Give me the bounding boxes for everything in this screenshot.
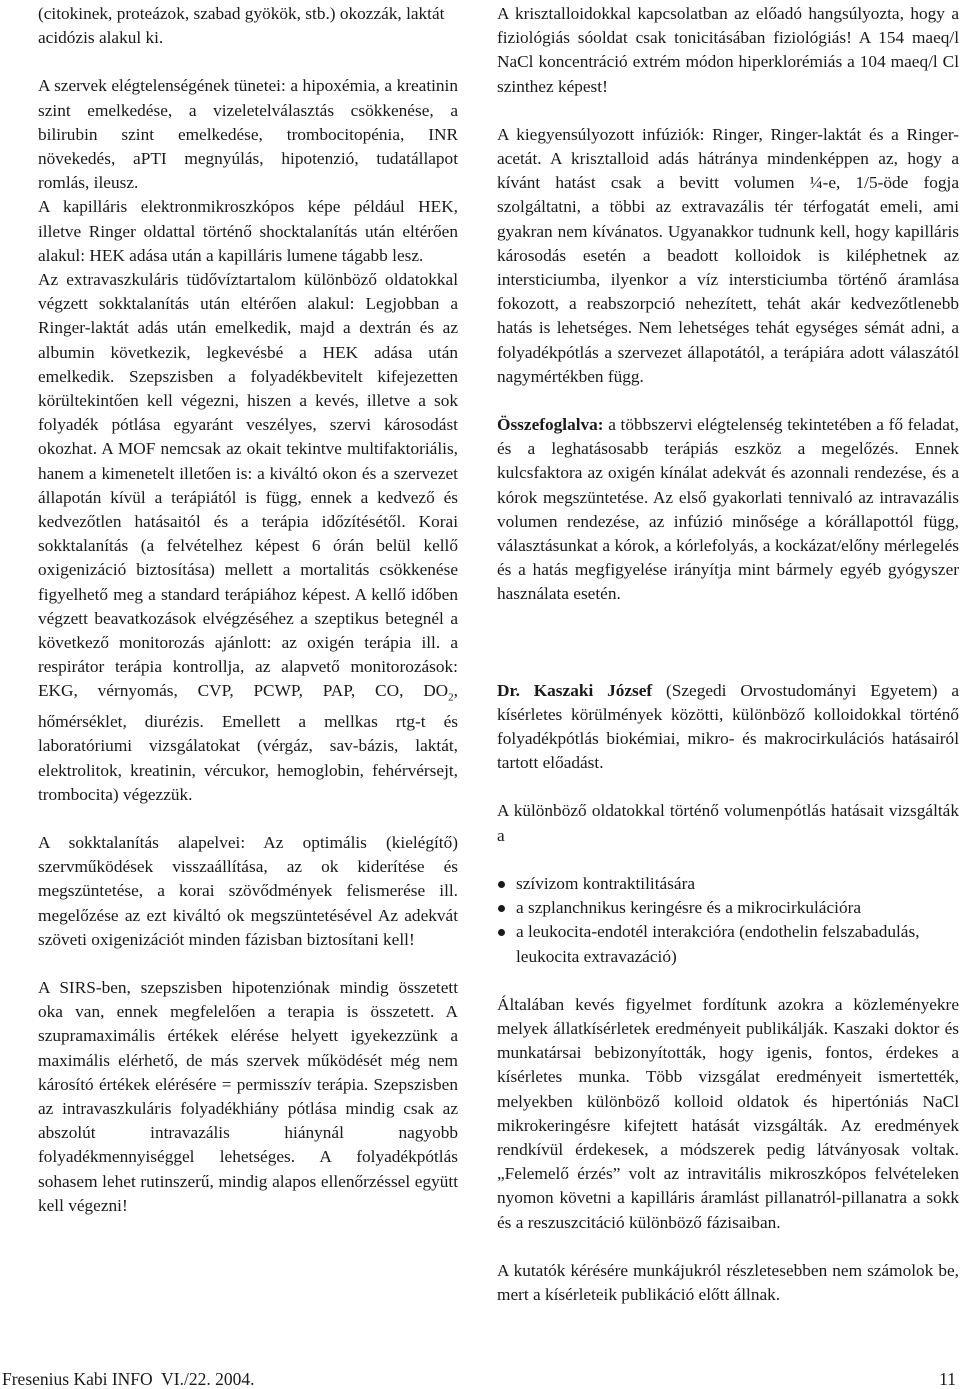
paragraph: A különböző oldatokkal történő volumenpótlás hatásait vizsgálták a	[497, 801, 959, 845]
paragraph: A krisztalloidokkal kapcsolatban az előadó hangsúlyozta, hogy a fiziológiás sóoldat csak tonicitásában fiziológiás! A 154 maeq/l NaCl koncentráció extrém módon hiperklorémiás a 104 maeq/l Cl szinthez képest!	[497, 4, 959, 96]
speaker-name: Dr. Kaszaki József	[497, 680, 653, 700]
paragraph: A kiegyensúlyozott infúziók: Ringer, Ringer-laktát és a Ringer-acetát. A krisztalloid adás hátránya mindenképpen az, hogy a kívánt hatást csak a bevitt volumen ¼-e, 1/5-öde fogja szolgáltatni, a többi az extravazális tér térfogatát emeli, ami gyakran nem kívánatos. Ugyanakkor tudnunk kell, hogy kapilláris károsodás esetén a beadott kolloidok is kiléphetnek az intersticiumba, ilyenkor a víz intersticiumba történő áramlása fokozott, a reabszorpció nehezített, tehát akár kedvezőtlenebb hatás is lehetséges. Nem lehetséges tehát egységes sémát adni, a folyadékpótlás a szervezet állapotától, a terápiára adott válaszától nagymértékben függ.	[497, 124, 959, 386]
paragraph: A SIRS-ben, szepszisben hipotenziónak mindig összetett oka van, ennek megfelelően a terapia is összetett. A szupramaximális értékek elérése helyett igyekezzünk a maximális elérhető, de más szervek működését még nem károsító értékek elérésére = permisszív terápia. Szepszisben az intravaszkuláris folyadékhiány pótlása mindig csak az abszolút intravazális hiánynál nagyobb folyadékmennyiséggel lehetséges. A folyadékpótlás sohasem lehet rutinszerű, mindig alapos ellenőrzéssel együtt kell végezni!	[38, 977, 458, 1215]
paragraph: A sokktalanítás alapelvei: Az optimális (kielégítő) szervműködések visszaállítása, az ok kiderítése és megszüntetése, a korai szövődmények felismerése ill. megelőzése az ezt kiváltó ok megszüntetésével Az adekvát szöveti oxigenizációt minden fázisban biztosítani kell!	[38, 832, 458, 949]
list-item	[497, 896, 959, 920]
journal-footer: Fresenius Kabi INFO VI./22. 2004.	[2, 1369, 255, 1389]
paragraph-text: Az extravaszkuláris tüdővíztartalom különböző oldatokkal végzett sokktalanítás után eltérően alakul: Legjobban a Ringer-laktát adás után emelkedik, majd a dextrán és az albumin következik, legkevésbé a HEK adása után emelkedik. Szepszisben a folyadékbevitelt kifejezetten körültekintően kell végezni, hiszen a kevés, illetve a sok folyadék pótlása egyaránt veszélyes, szervi károsodást okozhat. A MOF nemcsak az okait tekintve multifaktoriális, hanem a kimenetelt illetően is: a kiváltó okon és a szervezet állapotán kívül a terápiától is függ, ennek a kedvező és kedvezőtlen hatásaitól és a terápia időzítésétől. Korai sokktalanítás (a felvételhez képest 6 órán belül kellő oxigenizáció biztosítása) mellett a mortalitás csökkenése figyelhető meg a standard terápiához képest. A kellő időben végzett beavatkozások elvégzéséhez a szeptikus betegnél a következő monitorozás ajánlott: az oxigén terápia ill. a respirátor terápia kontrollja, az alapvető monitorozások: EKG, vérnyomás, CVP, PCWP, PAP, CO, DO	[38, 270, 458, 701]
list-item-text: szívizom kontraktilitására	[516, 873, 695, 893]
paragraph: A szervek elégtelenségének tünetei: a hipoxémia, a kreatinin szint emelkedése, a vizeletelválasztás csökkenése, a bilirubin szint emelkedése, trombocitopénia, INR növekedés, aPTI megnyúlás, hipotenzió, tudatállapot romlás, ileusz.	[38, 76, 458, 193]
speaker-paragraph	[497, 679, 959, 776]
bullet-list	[497, 872, 959, 969]
paragraph: A kutatók kérésére munkájukról részletesebben nem számolok be, mert a kísérleteik publikáció előtt állnak.	[497, 1260, 959, 1304]
subscript: 2	[448, 691, 454, 704]
page-number: 11	[939, 1369, 956, 1389]
paragraph: (citokinek, proteázok, szabad gyökök, stb.) okozzák, laktát acidózis alakul ki.	[38, 4, 445, 48]
list-item-text: a leukocita-endotél interakcióra (endothelin felszabadulás, leukocita extravazáció)	[516, 922, 920, 966]
bullet-icon	[498, 929, 505, 936]
summary-label: Összefoglalva:	[497, 415, 604, 435]
paragraph-text: , hőmérséklet, diurézis. Emellett a mellkas rtg-t és laboratóriumi vizsgálatokat (vérgáz, sav-bázis, laktát, elektrolitok, kreatinin, vércukor, hemoglobin, fehérvérsejt, trombocita) végezzük.	[38, 681, 458, 804]
list-item-text: a szplanchnikus keringésre és a mikrocirkulációra	[516, 898, 862, 918]
paragraph	[38, 268, 458, 807]
list-item	[497, 872, 959, 896]
summary-text: a többszervi elégtelenség tekintetében a fő feladat, és a leghatásosabb terápiás eszköz a megelőzés. Ennek kulcsfaktora az oxigén kínálat adekvát és azonnali rendezése, és a kórok megszüntetése. Az első gyakorlati tennivaló az intravazális volumen rendezése, az infúzió minősége a kórállapottól függ, választásunkat a kórok, a kórlefolyás, a kockázat/előny mérlegelés és a hatás megfigyelése irányítja mint bármely egyéb gyógyszer használata esetén.	[497, 415, 959, 604]
bullet-icon	[498, 905, 505, 912]
left-column	[38, 2, 458, 1218]
summary-paragraph	[497, 413, 959, 607]
list-item	[497, 920, 959, 968]
bullet-icon	[498, 881, 505, 888]
right-column	[497, 2, 959, 1307]
paragraph: Általában kevés figyelmet fordítunk azokra a közleményekre melyek állatkísérletek eredményeit publikálják. Kaszaki doktor és munkatársai bebizonyították, hogy igenis, fontos, érdekes a kísérletes munka. Több vizsgálat eredményeit ismertették, melyekben különböző kolloid oldatok és hipertóniás NaCl mikrokeringésre kifejtett hatását vizsgálták. Az eredmények rendkívül érdekesek, a módszerek pedig látványosak voltak. „Felemelő érzés” volt az intravitális mikroszkópos felvételeken nyomon követni a kapilláris áramlást pillanatról-pillanatra a sokk és a reszuszcitáció különböző fázisaiban.	[497, 994, 959, 1232]
speaker-text: (Szegedi Orvostudományi Egyetem) a kísérletes körülmények közötti, különböző kolloidokkal történő folyadékpótlás biokémiai, mikro- és makrocirkulációs hatásairól tartott előadást.	[497, 680, 959, 773]
paragraph: A kapilláris elektronmikroszkópos képe például HEK, illetve Ringer oldattal történő shocktalanítás után eltérően alakul: HEK adása után a kapilláris lumene tágabb lesz.	[38, 197, 458, 265]
